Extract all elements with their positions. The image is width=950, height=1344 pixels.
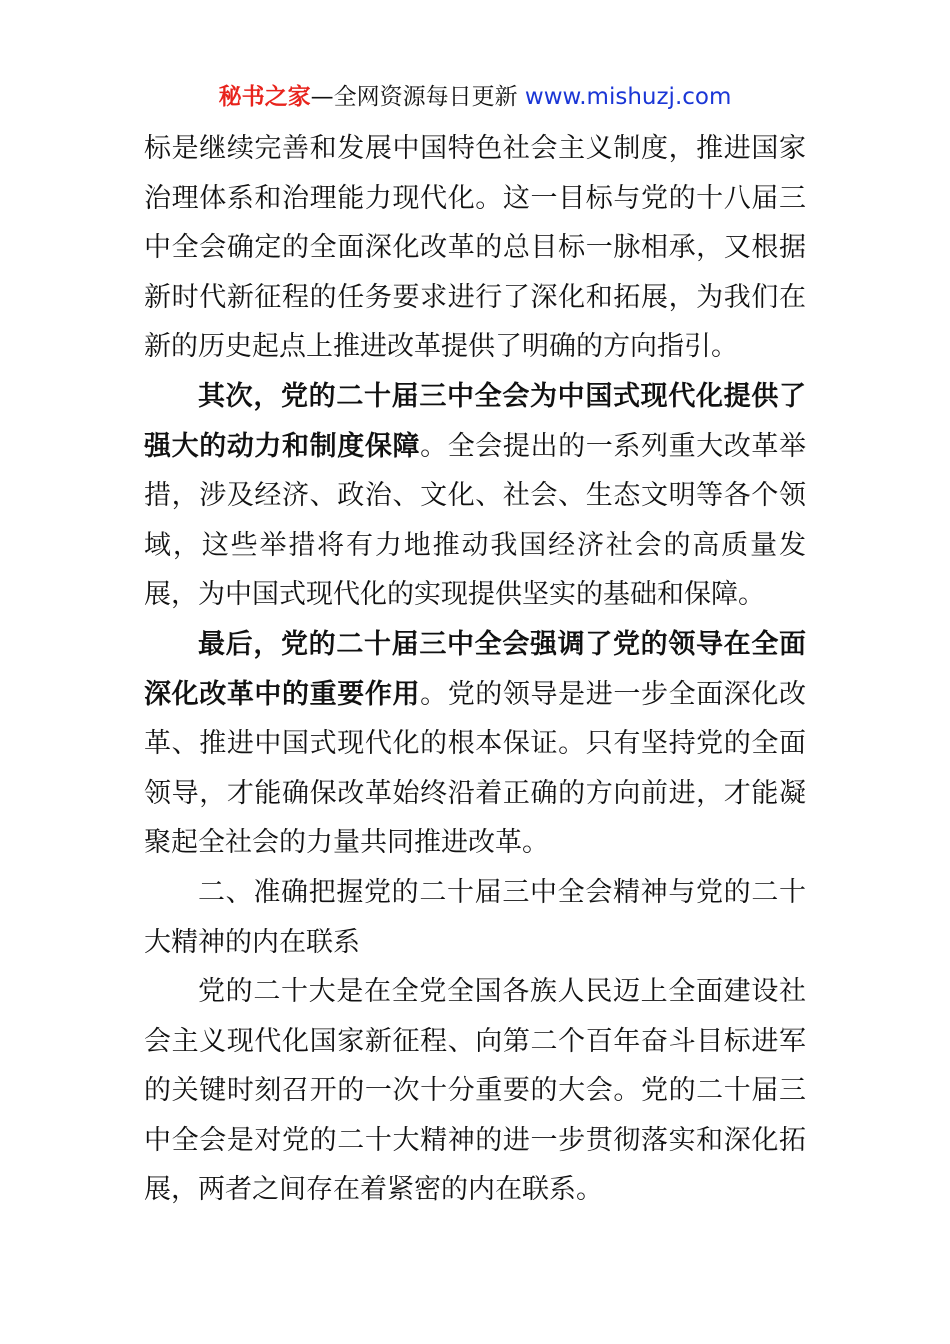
paragraph-lead-bold: 最后，党的二十届三中全会强调了党的领导在全面深化改革中的重要作用 (144, 628, 806, 710)
paragraph-second-point (144, 372, 806, 620)
site-header (0, 80, 950, 114)
paragraph-text: 。全会提出的一系列重大改革举措，涉及经济、政治、文化、社会、生态文明等各个领域，这些举措将有力地推动我国经济社会的高质量发展，为中国式现代化的实现提供坚实的基础和保障。 (144, 430, 807, 611)
paragraph-body: 党的二十大是在全党全国各族人民迈上全面建设社会主义现代化国家新征程、向第二个百年奋斗目标进军的关键时刻召开的一次十分重要的大会。党的二十届三中全会是对党的二十大精神的进一步贯彻落实和深化拓展，两者之间存在着紧密的内在联系。 (144, 976, 806, 1206)
document-body (144, 124, 806, 1215)
site-tagline: —全网资源每日更新 (310, 84, 518, 110)
paragraph-third-point (144, 620, 806, 868)
paragraph-continued: 标是继续完善和发展中国特色社会主义制度，推进国家治理体系和治理能力现代化。这一目标与党的十八届三中全会确定的全面深化改革的总目标一脉相承，又根据新时代新征程的任务要求进行了深化和拓展，为我们在新的历史起点上推进改革提供了明确的方向指引。 (144, 133, 806, 363)
site-url-link[interactable]: www.mishuzj.com (524, 84, 732, 110)
section-heading: 二、准确把握党的二十届三中全会精神与党的二十大精神的内在联系 (144, 876, 806, 958)
site-brand: 秘书之家 (218, 84, 311, 110)
paragraph-lead-bold: 其次，党的二十届三中全会为中国式现代化提供了强大的动力和制度保障 (144, 380, 806, 462)
paragraph-text: 。党的领导是进一步全面深化改革、推进中国式现代化的根本保证。只有坚持党的全面领导，才能确保改革始终沿着正确的方向前进，才能凝聚起全社会的力量共同推进改革。 (144, 678, 807, 859)
